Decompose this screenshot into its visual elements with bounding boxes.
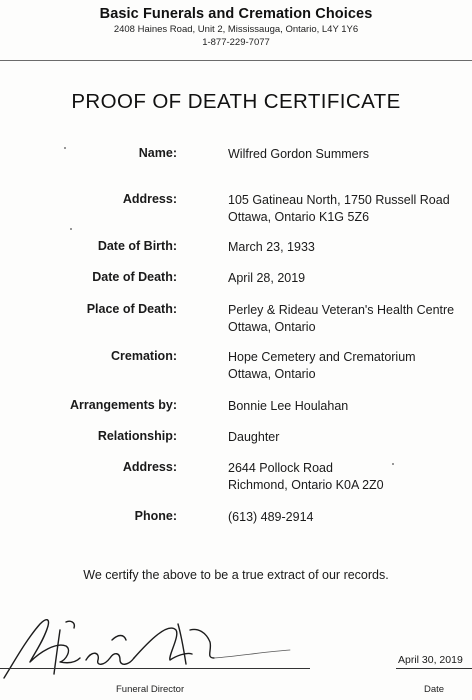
header-divider — [0, 60, 472, 61]
field-value-date-of-birth-line: March 23, 1933 — [228, 240, 315, 254]
field-label-date-of-birth: Date of Birth: — [97, 239, 177, 253]
field-label-arrangements-by: Arrangements by: — [70, 398, 177, 412]
field-value-cremation-line-2: Ottawa, Ontario — [228, 367, 316, 381]
field-value-address-line-1: 105 Gatineau North, 1750 Russell Road — [228, 193, 450, 207]
field-value-arrangements-by-line: Bonnie Lee Houlahan — [228, 399, 349, 413]
field-value-phone-line: (613) 489-2914 — [228, 510, 314, 524]
signature-line — [0, 668, 310, 669]
field-value-cremation — [228, 349, 416, 383]
field-label-address: Address: — [122, 192, 177, 206]
field-value-arrangements-by — [228, 398, 348, 415]
field-value-relationship-line: Daughter — [228, 430, 280, 444]
field-value-informant-address — [228, 460, 384, 494]
company-phone: 1-877-229-7077 — [202, 37, 270, 48]
document-title: PROOF OF DEATH CERTIFICATE — [71, 90, 401, 113]
scan-speck — [64, 147, 66, 149]
field-label-name: Name: — [138, 146, 177, 160]
field-value-phone — [228, 509, 313, 526]
field-value-date-of-birth — [228, 239, 315, 256]
certification-statement: We certify the above to be a true extract of our records. — [83, 568, 389, 582]
field-label-place-of-death: Place of Death: — [86, 302, 177, 316]
field-label-phone: Phone: — [134, 509, 177, 523]
field-label-relationship: Relationship: — [97, 429, 177, 443]
field-value-place-of-death — [228, 302, 454, 336]
date-caption: Date — [424, 684, 445, 695]
field-value-address-line-2: Ottawa, Ontario K1G 5Z6 — [228, 210, 370, 224]
scan-speck — [392, 463, 394, 465]
field-value-place-of-death-line-1: Perley & Rideau Veteran's Health Centre — [228, 303, 455, 317]
signature-date: April 30, 2019 — [398, 654, 463, 666]
field-value-place-of-death-line-2: Ottawa, Ontario — [228, 320, 316, 334]
field-label-date-of-death: Date of Death: — [92, 270, 177, 284]
field-value-informant-address-line-2: Richmond, Ontario K0A 2Z0 — [228, 478, 384, 492]
field-value-cremation-line-1: Hope Cemetery and Crematorium — [228, 350, 416, 364]
field-label-cremation: Cremation: — [111, 349, 177, 363]
field-value-name — [228, 146, 369, 163]
field-value-name-line: Wilfred Gordon Summers — [228, 147, 370, 161]
company-address: 2408 Haines Road, Unit 2, Mississauga, Ontario, L4Y 1Y6 — [113, 24, 359, 35]
signature-caption: Funeral Director — [116, 684, 185, 695]
date-line — [396, 668, 472, 669]
field-value-informant-address-line-1: 2644 Pollock Road — [228, 461, 333, 475]
field-value-address — [228, 192, 450, 226]
field-label-informant-address: Address: — [122, 460, 177, 474]
field-value-date-of-death — [228, 270, 305, 287]
field-value-relationship — [228, 429, 279, 446]
scan-speck — [70, 228, 72, 230]
company-name: Basic Funerals and Cremation Choices — [99, 6, 373, 22]
field-value-date-of-death-line: April 28, 2019 — [228, 271, 306, 285]
